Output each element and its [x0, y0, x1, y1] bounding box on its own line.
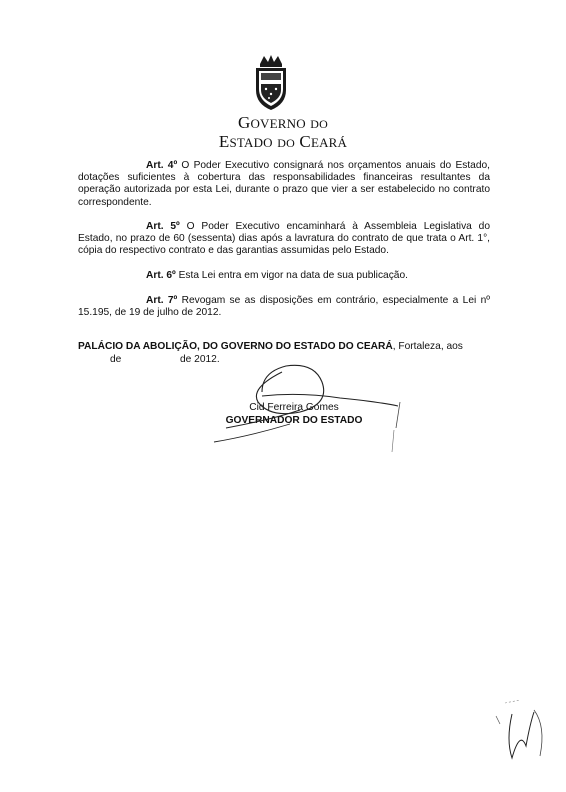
- article-text: O Poder Executivo consignará nos orçamentos anuais do Estado, dotações suficientes à cobertura das responsabilidades financeiras resultantes da operação autorizada por esta Lei, durante o prazo que vier a ser estabelecido no contrato correspondente.: [78, 160, 490, 208]
- date-year: de 2012.: [180, 354, 220, 365]
- palace-name: PALÁCIO DA ABOLIÇÃO, DO GOVERNO DO ESTADO DO CEARÁ: [78, 341, 393, 352]
- date-de: de: [110, 354, 122, 365]
- article-text: O Poder Executivo encaminhará à Assembleia Legislativa do Estado, no prazo de 60 (sessenta) dias após a lavratura do contrato de que trata o Art. 1°, cópia do respectivo contrato e das garantias assumidas pelo Estado.: [78, 221, 491, 257]
- article-label: Art. 4º: [146, 160, 178, 171]
- closing-place: , Fortaleza, aos: [392, 341, 463, 352]
- article-label: Art. 6º: [146, 270, 176, 281]
- article-label: Art. 7º: [146, 295, 178, 306]
- signer-title: GOVERNADOR DO ESTADO: [225, 415, 363, 426]
- article-label: Art. 5º: [146, 221, 180, 232]
- header-line-2: ESTADO DO CEARÁ: [218, 132, 348, 151]
- article-text: Esta Lei entra em vigor na data de sua publicação.: [175, 270, 408, 281]
- article-text: Revogam se as disposições em contrário, especialmente a Lei nº 15.195, de 19 de julho de 2012.: [78, 295, 490, 319]
- signer-name: Cid Ferreira Gomes: [249, 402, 339, 413]
- header-line-1: GOVERNO DO: [237, 113, 329, 132]
